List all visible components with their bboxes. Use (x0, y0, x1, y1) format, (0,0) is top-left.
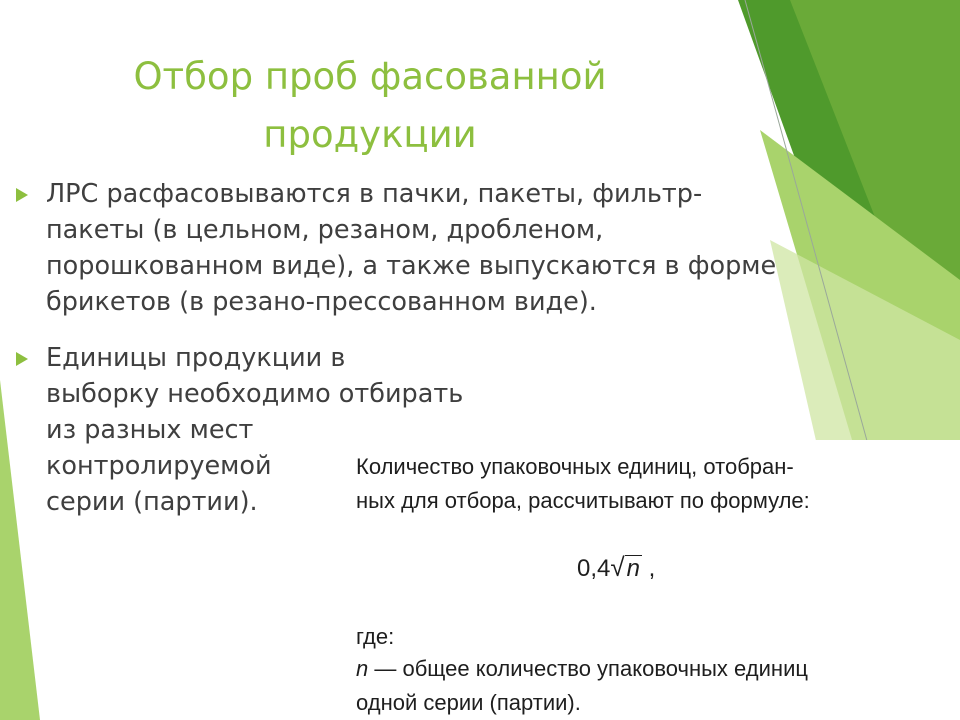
sqrt-argument: n (626, 555, 641, 582)
where-label (356, 620, 394, 654)
formula (577, 550, 655, 586)
where-text: где: (356, 624, 395, 649)
paragraph-packaging (46, 176, 846, 320)
definition-rest: — общее количество упаковочных единиц (368, 656, 808, 681)
paragraph-line: выборку необходимо отбирать (46, 379, 464, 409)
formula-trailing: , (642, 555, 656, 582)
deco-left-light (0, 380, 40, 720)
title-line: Отбор проб фасованной (133, 55, 607, 98)
slide-title (50, 48, 690, 164)
definition-line: одной серии (партии). (356, 690, 581, 715)
definition-line (356, 652, 808, 686)
sqrt-sign: √ (610, 552, 625, 582)
paragraph-line: из разных мест (46, 415, 254, 445)
paragraph-line: брикетов (в резано-прессованном виде). (46, 287, 597, 317)
paragraph-line: порошкованном виде), а также выпускаются в форме (46, 251, 777, 281)
formula-inset-image (292, 440, 960, 720)
inset-intro (356, 450, 810, 518)
variable-definition (356, 652, 808, 720)
title-line: продукции (263, 113, 477, 156)
bullet-arrow-icon (16, 352, 28, 366)
formula-coefficient: 0,4 (577, 555, 611, 582)
inset-line: Количество упаковочных единиц, отобран- (356, 454, 794, 479)
paragraph-line: пакеты (в цельном, резаном, дробленом, (46, 215, 604, 245)
bullet-arrow-icon (16, 188, 28, 202)
paragraph-line: серии (партии). (46, 487, 258, 517)
paragraph-line: контролируемой (46, 451, 272, 481)
paragraph-line: Единицы продукции в (46, 343, 346, 373)
paragraph-line: ЛРС расфасовываются в пачки, пакеты, фильтр- (46, 179, 703, 209)
inset-line: ных для отбора, рассчитывают по формуле: (356, 488, 810, 513)
definition-variable: n (356, 656, 369, 681)
